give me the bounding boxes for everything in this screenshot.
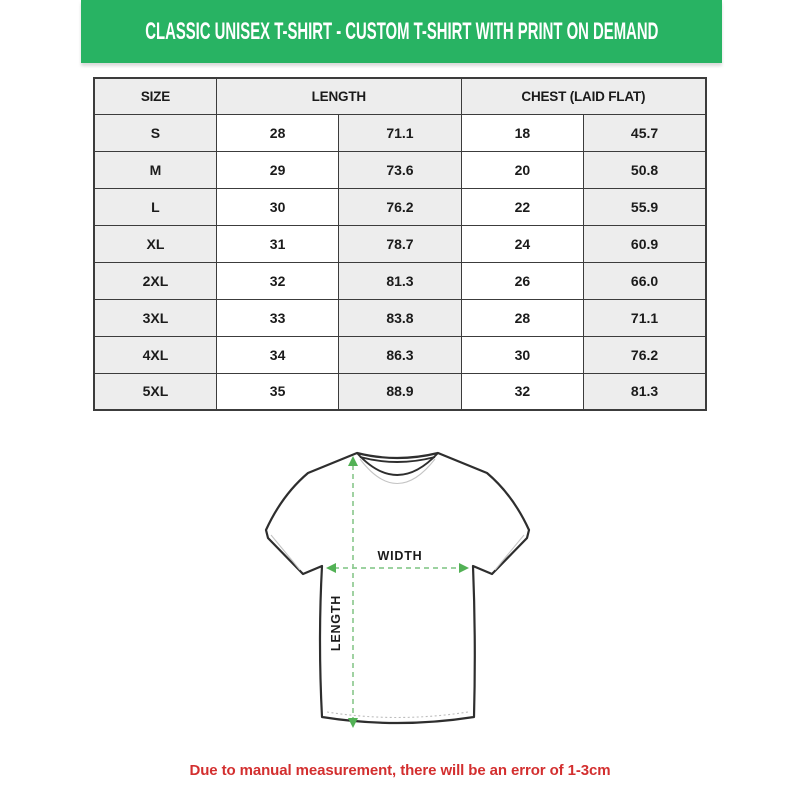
length-in-cell: 35 [216,373,338,410]
tshirt-outline [266,453,529,723]
table-row [94,114,706,151]
column-header-size: SIZE [94,78,216,114]
length-cm-cell: 83.8 [339,299,461,336]
length-cm-cell: 76.2 [339,188,461,225]
chest-in-cell: 26 [461,262,583,299]
length-cm-cell: 78.7 [339,225,461,262]
size-table-header [94,78,706,114]
column-header-chest: CHEST (LAID FLAT) [461,78,706,114]
chest-cm-cell: 71.1 [584,299,706,336]
chest-in-cell: 18 [461,114,583,151]
length-label: LENGTH [329,594,343,652]
chest-cm-cell: 45.7 [584,114,706,151]
length-cm-cell: 86.3 [339,336,461,373]
page-title: CLASSIC UNISEX T-SHIRT - CUSTOM T-SHIRT WITH PRINT ON DEMAND [144,17,659,45]
size-cell: L [94,188,216,225]
chest-cm-cell: 50.8 [584,151,706,188]
chest-in-cell: 28 [461,299,583,336]
length-in-cell: 30 [216,188,338,225]
table-row [94,262,706,299]
tshirt-measurement-diagram [230,440,570,750]
measurement-error-note: Due to manual measurement, there will be an error of 1-3cm [189,762,611,779]
size-table-body [94,114,706,410]
length-in-cell: 31 [216,225,338,262]
length-cm-cell: 73.6 [339,151,461,188]
length-in-cell: 32 [216,262,338,299]
length-in-cell: 28 [216,114,338,151]
table-row [94,373,706,410]
size-chart [93,77,707,411]
table-row [94,151,706,188]
table-row [94,225,706,262]
size-cell: 2XL [94,262,216,299]
chest-cm-cell: 81.3 [584,373,706,410]
chest-cm-cell: 55.9 [584,188,706,225]
size-cell: 5XL [94,373,216,410]
table-row [94,299,706,336]
size-cell: 4XL [94,336,216,373]
chest-in-cell: 22 [461,188,583,225]
length-arrow-bottom-head [348,718,358,728]
length-cm-cell: 88.9 [339,373,461,410]
length-in-cell: 29 [216,151,338,188]
column-header-length: LENGTH [216,78,461,114]
chest-cm-cell: 76.2 [584,336,706,373]
chest-cm-cell: 66.0 [584,262,706,299]
width-label: WIDTH [377,549,423,563]
length-cm-cell: 81.3 [339,262,461,299]
size-cell: XL [94,225,216,262]
title-banner [81,0,722,63]
table-row [94,336,706,373]
size-cell: M [94,151,216,188]
header-row [94,78,706,114]
table-row [94,188,706,225]
chest-in-cell: 20 [461,151,583,188]
size-table [93,77,707,411]
size-cell: S [94,114,216,151]
length-in-cell: 33 [216,299,338,336]
size-cell: 3XL [94,299,216,336]
chest-in-cell: 30 [461,336,583,373]
chest-cm-cell: 60.9 [584,225,706,262]
length-in-cell: 34 [216,336,338,373]
chest-in-cell: 32 [461,373,583,410]
length-cm-cell: 71.1 [339,114,461,151]
chest-in-cell: 24 [461,225,583,262]
